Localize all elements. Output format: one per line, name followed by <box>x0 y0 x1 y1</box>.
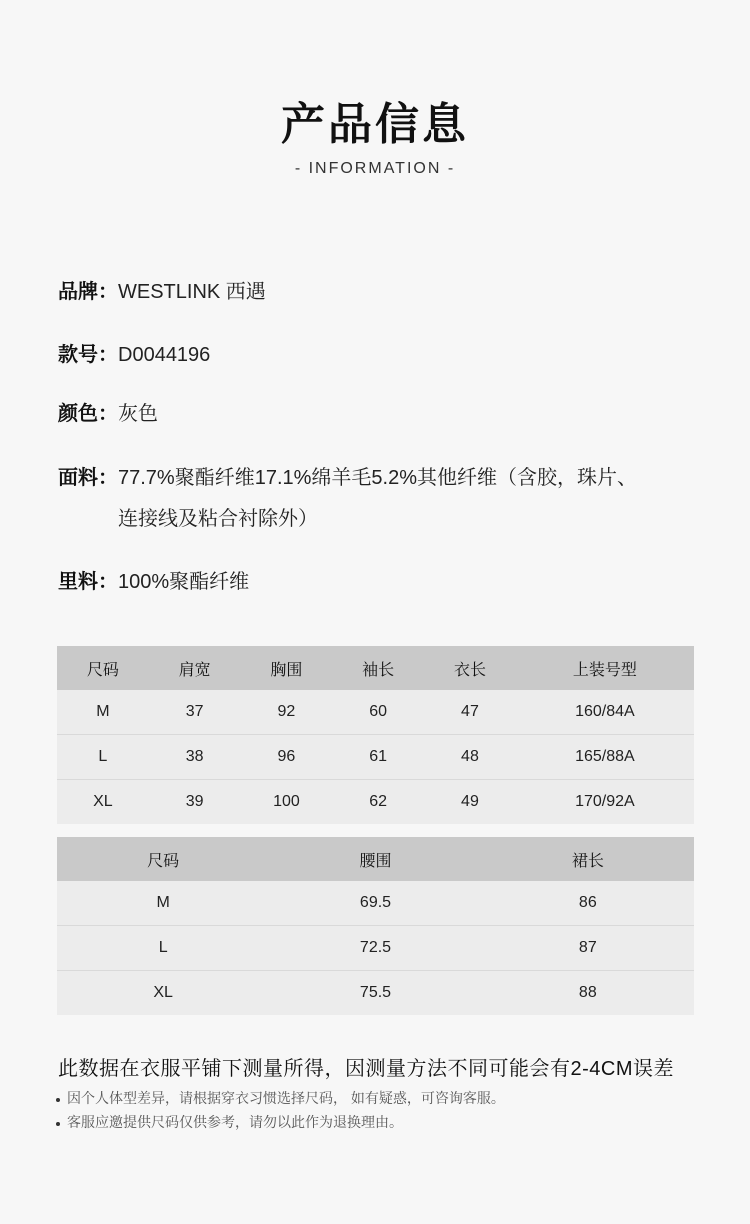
style-label: 款号： <box>58 344 118 366</box>
column-header: 衣长 <box>424 646 516 690</box>
table-cell: 96 <box>241 735 333 780</box>
lining-label: 里料： <box>58 571 118 593</box>
table-cell: 165/88A <box>516 735 694 780</box>
brand-value: WESTLINK 西遇 <box>118 281 266 303</box>
table-cell: M <box>57 881 269 926</box>
note-bullet-2 <box>56 1112 403 1132</box>
table-cell: 92 <box>241 690 333 735</box>
table-cell: 75.5 <box>269 971 481 1016</box>
bottom-size-table <box>57 837 694 1015</box>
table-cell: 47 <box>424 690 516 735</box>
table-cell: 61 <box>332 735 424 780</box>
info-lining <box>58 562 658 602</box>
info-fabric <box>58 458 658 540</box>
table-cell: 62 <box>332 780 424 825</box>
lining-value: 100%聚酯纤维 <box>118 571 250 593</box>
column-header: 尺码 <box>57 646 149 690</box>
note-bullet-1-text: 因个人体型差异，请根据穿衣习惯选择尺码， 如有疑惑，可咨询客服。 <box>67 1090 505 1106</box>
top-size-table <box>57 646 694 824</box>
measurement-note: 此数据在衣服平铺下测量所得，因测量方法不同可能会有2-4CM误差 <box>58 1058 675 1080</box>
table-cell: 160/84A <box>516 690 694 735</box>
table-cell: XL <box>57 971 269 1016</box>
column-header: 腰围 <box>269 837 481 881</box>
table-cell: 72.5 <box>269 926 481 971</box>
column-header: 胸围 <box>241 646 333 690</box>
table-cell: 86 <box>482 881 694 926</box>
page-subtitle: - INFORMATION - <box>294 160 456 177</box>
info-style <box>58 335 658 375</box>
page-title: 产品信息 <box>281 100 469 149</box>
info-color <box>58 394 658 434</box>
brand-label: 品牌： <box>58 281 118 303</box>
table-cell: 38 <box>149 735 241 780</box>
table-cell: 37 <box>149 690 241 735</box>
table-row <box>57 735 694 780</box>
bullet-dot-icon <box>56 1122 60 1126</box>
table-row <box>57 926 694 971</box>
table-row <box>57 690 694 735</box>
table-cell: 69.5 <box>269 881 481 926</box>
table-cell: L <box>57 735 149 780</box>
table-header-row <box>57 646 694 690</box>
table-cell: XL <box>57 780 149 825</box>
bullet-dot-icon <box>56 1098 60 1102</box>
table-row <box>57 971 694 1016</box>
table-header-row <box>57 837 694 881</box>
column-header: 尺码 <box>57 837 269 881</box>
color-label: 颜色： <box>58 403 118 425</box>
table-cell: 87 <box>482 926 694 971</box>
note-bullet-2-text: 客服应邀提供尺码仅供参考，请勿以此作为退换理由。 <box>67 1114 403 1130</box>
column-header: 肩宽 <box>149 646 241 690</box>
table-cell: 100 <box>241 780 333 825</box>
table-cell: 60 <box>332 690 424 735</box>
table-cell: 88 <box>482 971 694 1016</box>
column-header: 裙长 <box>482 837 694 881</box>
table-row <box>57 780 694 825</box>
info-brand <box>58 272 658 312</box>
table-cell: 48 <box>424 735 516 780</box>
table-cell: 170/92A <box>516 780 694 825</box>
table-cell: 39 <box>149 780 241 825</box>
table-cell: M <box>57 690 149 735</box>
fabric-label: 面料： <box>58 467 118 489</box>
color-value: 灰色 <box>118 403 158 425</box>
table-cell: L <box>57 926 269 971</box>
style-value: D0044196 <box>118 344 211 366</box>
fabric-value: 77.7%聚酯纤维17.1%绵羊毛5.2%其他纤维（含胶，珠片、连接线及粘合衬除外） <box>118 467 638 530</box>
column-header: 上装号型 <box>516 646 694 690</box>
column-header: 袖长 <box>332 646 424 690</box>
note-bullet-1 <box>56 1088 505 1108</box>
table-cell: 49 <box>424 780 516 825</box>
table-row <box>57 881 694 926</box>
